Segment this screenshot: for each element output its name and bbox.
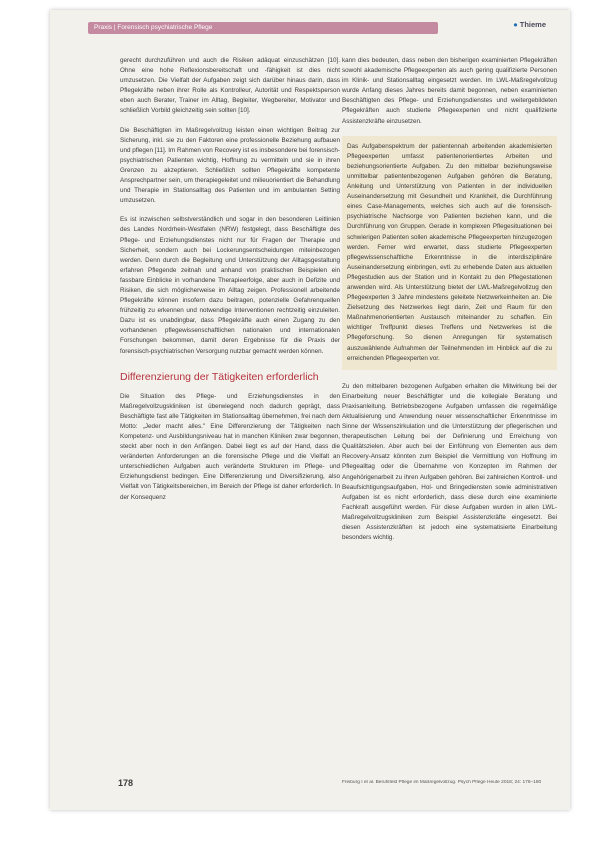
highlight-paragraph: Das Aufgabenspektrum der patientennah arbeitenden akademisierten Pflegeexperten umfasst patientenorientiertes Arbeiten und beziehungsorientierte Aufgaben. Zu den mittelbar beziehungsweise unmittelbar patientenbezogenen Aufgaben gehören die Beratung, Anleitung und Unterstützung von Patienten in der individuellen Auseinandersetzung mit Gesundheit und Krankheit, die Durchführung eines Case-Managements, welches sich auch auf die forensisch-psychiatrische Nachsorge von Patienten beziehen kann, und die Durchführung von Gruppen. Gerade in komplexen Pflegesituationen bei schwierigen Patienten sollen akademische Pflegeexperten hinzugezogen werden. Ferner wird erwartet, dass studierte Pflegeexperten pflegewissenschaftliche Erkenntnisse in die interdisziplinäre Auseinandersetzung einbringen, evtl. zu erhebende Daten aus aktuellen Pflegestudien aus der Station und in Kontakt zu den Pflegestationen anwenden wird. Als Unterstützung bietet der LWL-Maßregelvollzug den Pflegeexperten 3 Jahre mindestens geleitete Netzwerkeinheiten an. Die Zielsetzung des Netzwerkes liegt darin, Zeit und Raum für den Maßnahmenorientierten Austausch miteinander zu schaffen. Ein wichtiger Treffpunkt dieses Treffens und Netzwerkes ist die Pflegeforschung. So dienen Anregungen für systematisch auszuwählende Aufnahmen der Teilnehmenden im Hinblick auf die zu erreichenden Pflegeexperten vor. [347,142,552,362]
right-column [342,56,557,552]
journal-page [50,10,570,810]
left-column [120,56,340,512]
section-header-label: Praxis | Forensisch psychiatrische Pflege [94,24,213,31]
footer-citation: Freiburg I et al. Berufsfeld Pflege im Maßregelvollzug. Psych Pflege Heute 2018; 24: 176–180 [342,780,542,785]
body-paragraph: Die Situation des Pflege- und Erziehungsdienstes in den Maßregelvollzugskliniken ist überwiegend noch dadurch geprägt, dass Beschäftigte fast alle Tätigkeiten im Stationsalltag übernehmen, frei nach dem Motto: „Jeder macht alles." Eine Differenzierung der Tätigkeiten nach Kompetenz- und Ausbildungsniveau hat in manchen Kliniken zwar begonnen, steckt aber noch in den Anfängen. Dabei liegt es auf der Hand, dass die veränderten Anforderungen an die forensische Pflege und die Vielfalt an unterschiedlichen Aufgaben auch veränderte Strukturen im Pflege- und Erziehungsdienst bedingen. Eine Differenzierung und Diversifizierung, also Vielfalt von Tätigkeitsbereichen, im Bereich der Pflege ist daher erforderlich. In der Konsequenz [120,392,340,501]
page-number: 178 [118,778,134,788]
publisher-logo-icon: ● [513,20,518,29]
body-paragraph: Die Beschäftigten im Maßregelvollzug leisten einen wichtigen Beitrag zur Sicherung, inkl. sie zu den Faktoren eine professionelle Beziehung aufbauen und pflegen [11]. Im Rahmen von Recovery ist es insbesondere bei forensisch-psychiatrischen Patienten wichtig, Hoffnung zu vermitteln und sie in ihren Grenzen zu akzeptieren. Schließlich sollten Pflegekräfte kompetente Ansprechpartner sein, um therapiegeleitet und milieuorientiert die Behandlung und Therapie im Stationsalltag des Patienten und im ambulanten Setting umzusetzen. [120,126,340,205]
section-heading: Differenzierung der Tätigkeiten erforderlich [120,370,319,383]
highlight-box [342,136,557,370]
section-header-bar [88,22,438,34]
body-paragraph: gerecht durchzuführen und auch die Risiken adäquat einzuschätzen [10]. Ohne eine hohe Reflexionsbereitschaft und -fähigkeit ist dies nicht umzusetzen. Die Vielfalt der Aufgaben zeigt sich darüber hinaus darin, dass Pflegekräfte neben ihrer Rolle als Kontrolleur, Autorität und Respektsperson eben auch Berater, Trainer im Alltag, Begleiter, Wegbereiter, Motivator und schließlich Vorbild gleichzeitig sein sollten [10]. [120,57,340,115]
body-paragraph: kann dies bedeuten, dass neben den bisherigen examinierten Pflegekräften sowohl akademische Pflegeexperten als auch gering qualifizierte Personen im Klinik- und Stationsalltag eingesetzt werden. Im LWL-Maßregelvollzug wurde Anfang dieses Jahres bereits damit begonnen, neben examinierten Beschäftigten des Pflege- und Erziehungsdienstes und weitergebildeten Pflegekräften auch studierte Pflegeexperten und nicht qualifizierte Assistenzkräfte einzusetzen. [342,57,557,125]
publisher-logo [513,20,546,29]
body-paragraph: Zu den mittelbaren bezogenen Aufgaben erhalten die Mitwirkung bei der Einarbeitung neuer Beschäftigter und die kollegiale Beratung und Praxisanleitung. Betriebsbezogene Aufgaben umfassen die regelmäßige Aktualisierung und Anwendung neuer wissenschaftlicher Erkenntnisse im Sinne der Wissenszirkulation und die Unterstützung der pflegerischen und therapeutischen Leitung bei der Definierung und Erreichung von Qualitätszielen. Aber auch bei der Einführung von Elementen aus dem Recovery-Ansatz könnten zum Beispiel die Vermittlung von Hoffnung im Pflegealltag oder die Übernahme von Konzepten im Rahmen der Angehörigenarbeit zu ihren Aufgaben gehören. Bei zahlreichen Kontroll- und Beaufsichtigungsaufgaben, Hol- und Bringediensten sowie administrativen Aufgaben ist es nicht erforderlich, dass diese durch eine examinierte Fachkraft ausgeführt werden. Für diese Aufgaben wurden in allen LWL-Maßregelvollzugskliniken zum Beispiel Assistenzkräfte eingesetzt. Bei diesen Assistenzkräften ist jedoch eine systematisierte Einarbeitung besonders wichtig. [342,382,557,542]
publisher-name: Thieme [519,20,546,29]
body-paragraph: Es ist inzwischen selbstverständlich und sogar in den besonderen Leitlinien des Landes Nordrhein-Westfalen (NRW) festgelegt, dass Beschäftigte des Pflege- und Erziehungsdienstes nicht nur für Fragen der Therapie und Sicherheit, sondern auch bei Lockerungsentscheidungen miteinbezogen werden. Denn durch die Begleitung und Unterstützung der Alltagsgestaltung erfahren Pflegende zeitnah und anhand von praktischen Beispielen ein fassbare Einblicke in vorhandene Therapieerfolge, aber auch in Defizite und Risiken, die sich möglicherweise im Alltag zeigen. Professionell arbeitende Pflegekräfte können insofern dazu beitragen, potenzielle Gefahrenquellen frühzeitig zu erkennen und notwendige Interventionen rechtzeitig einzuleiten. Dazu ist es unabdingbar, dass Pflegekräfte auch einen Zugang zu den vorhandenen pflegewissenschaftlichen nationalen und internationalen Forschungen bekommen, damit deren Ergebnisse für die Praxis der forensisch-psychiatrischen Versorgung nutzbar gemacht werden können. [120,216,340,355]
